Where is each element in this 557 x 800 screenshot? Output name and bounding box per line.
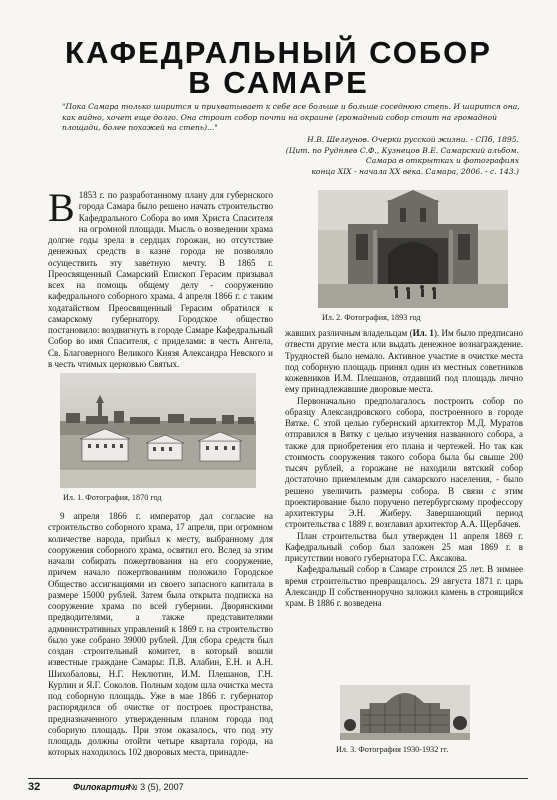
paragraph: Кафедральный собор в Самаре строился 25 лет. В зимнее время строительство превращалось. 29 августа 1871 г. царь Александр II собственноручно заложил камень в строящийся храм. В 1886 г. возведена [285,564,523,608]
paragraph-text: 1853 г. по разработанному плану для губернского города Самара было решено начать строительство Кафедрального Собора во имя Христа Спасителя на огромной площади. Мысль о возведении храма долгие годы зрела в сердцах горожан, но отсутствие денежных средств в казне города не позволяло осуществить эту заветную мечту. В 1865 г. Преосвященный Самарский Епископ Герасим призывал всех на помощь общему делу - сооружению кафедрального соборного храма. 4 апреля 1866 г. с таким ходатайством Преосвященный Герасим обратился к самарскому губернатору. Городское общество постановило: воздвигнуть в городе Самаре Кафедральный Собор во имя Спасителя, с приделами: в честь Ангела, Св. Благоверного Великого Князя Александра Невского и в честь чтимых церковью Святых. [48,190,273,369]
town-panorama-image [60,373,256,488]
source-line: Самара в открытках и фотографиях [365,156,519,165]
issue-info: № 3 (5), 2007 [128,782,184,792]
page-number: 32 [28,781,41,793]
paragraph: 9 апреля 1866 г. император дал согласие на строительство соборного храма, 17 апреля, при огромном количестве народа, прибыл к месту, выбранному для сооружения соборного храма, освятил его. Вслед за этим начали собирать пожертвования на его сооружение, причем начало пожертвованиям положило Городское Общество ассигнациями из своего запасного капитала в размере 15000 рублей. Затем была открыта подписка на сооружение храма по всей губернии. Дворянскими предводителями, а также представителями административных управлений к 1869 г. на строительство было уже собрано 39000 рублей. Для сбора средств был создан строительный комитет, в который вошли известные граждане Самары: П.В. Алабин, Е.Н. и А.Н. Шихобаловы, Н.Г. Неклютин, И.М. Плешанов, Г.Н. Курлин и Я.Г. Соколов. Полным ходом шла очистка места под соборную площадь. Уже в мае 1866 г. губернатор распорядился об очистке от построек пространства, предназначенного утвержденным планом города под соборную площадь. При этом оказалось, что под эту площадь должны отойти четыре квартала города, на которых находилось 102 дворовых места, принадле- [48,511,273,758]
cathedral-demolition-image [340,685,470,740]
page-footer [28,780,528,794]
illustration-3-caption: Ил. 3. Фотография 1930-1932 гг. [336,745,449,754]
article-title-line1: КАФЕДРАЛЬНЫЙ СОБОР [65,35,492,70]
source-line: (Цит. по Рудняев С.Ф., Кузнецов В.Е. Самарский альбом. [285,145,519,155]
paragraph-text: жавших различным владельцам ( [285,328,413,338]
source-line: Н.В. Шелгунов. Очерки русской жизни. - СПб, 1895. [307,135,519,144]
epigraph-source [189,135,519,177]
source-line: конца XIX - начала XX века. Самара, 2006. - с. 143.) [311,166,519,176]
column1-top-text [48,185,273,370]
paragraph: Первоначально предполагалось построить собор по образцу Александровского собора, построенного в городе Вятке. С этой целью губернский архитектор М.Д. Муратов отправился в Вятку с целью изучения названного собора, а также для приобретения его плана и чертежей. Но так как стоимость сооружения такого собора была бы свыше 200 тысяч рублей, а горожане не находили вятский собор достаточно приемлемым для самарского населения, - было решено увеличить размеры собора. В связи с этим проектирование было поручено петербургскому профессору архитектуры Э.Н. Жиберу. Завершающий период строительства с 1889 г. возглавил архитектор А.А. Щербачев. [285,395,523,530]
drop-cap: В [48,185,75,230]
paragraph [285,328,523,396]
paragraph: План строительства был утвержден 11 апреля 1869 г. Кафедральный собор был заложен 25 мая 1869 г. в присутствии нового губернатора Г.С. Аксакова. [285,530,523,563]
paragraph-text: ). Им было предписано отвести другие места или выдать денежное вознаграждение. Трудностей было немало. Активное участие в очистке места под соборную площадь принял один из местных советников кожевников И.М. Плешанов, отдавший под площадь лично ему принадлежавшие дворовые места. [285,328,523,395]
illustration-2-caption: Ил. 2. Фотография, 1893 год [322,313,421,322]
illustration-1-photo [60,373,256,488]
paragraph [48,185,273,370]
illustration-reference: Ил. 1 [412,328,434,338]
cathedral-1893-image [318,190,508,308]
footer-rule [28,778,528,779]
illustration-1-caption: Ил. 1. Фотография, 1870 год [63,493,162,502]
column2-text [285,328,523,609]
magazine-name: Филокартия [73,782,131,792]
illustration-2-photo [318,190,508,308]
illustration-3-photo [340,685,470,740]
column1-bottom-text [48,511,273,759]
epigraph: "Пока Самара только ширится и прихватывает к себе все больше и больше соседнюю степь. И ширится она, как видно, хочет еще долго. Она строит собор почти на окраине (громадный собор стоит на громадной площади, более похожей на степь)..." [62,102,520,132]
article-title-line2: В САМАРЕ [188,65,369,100]
